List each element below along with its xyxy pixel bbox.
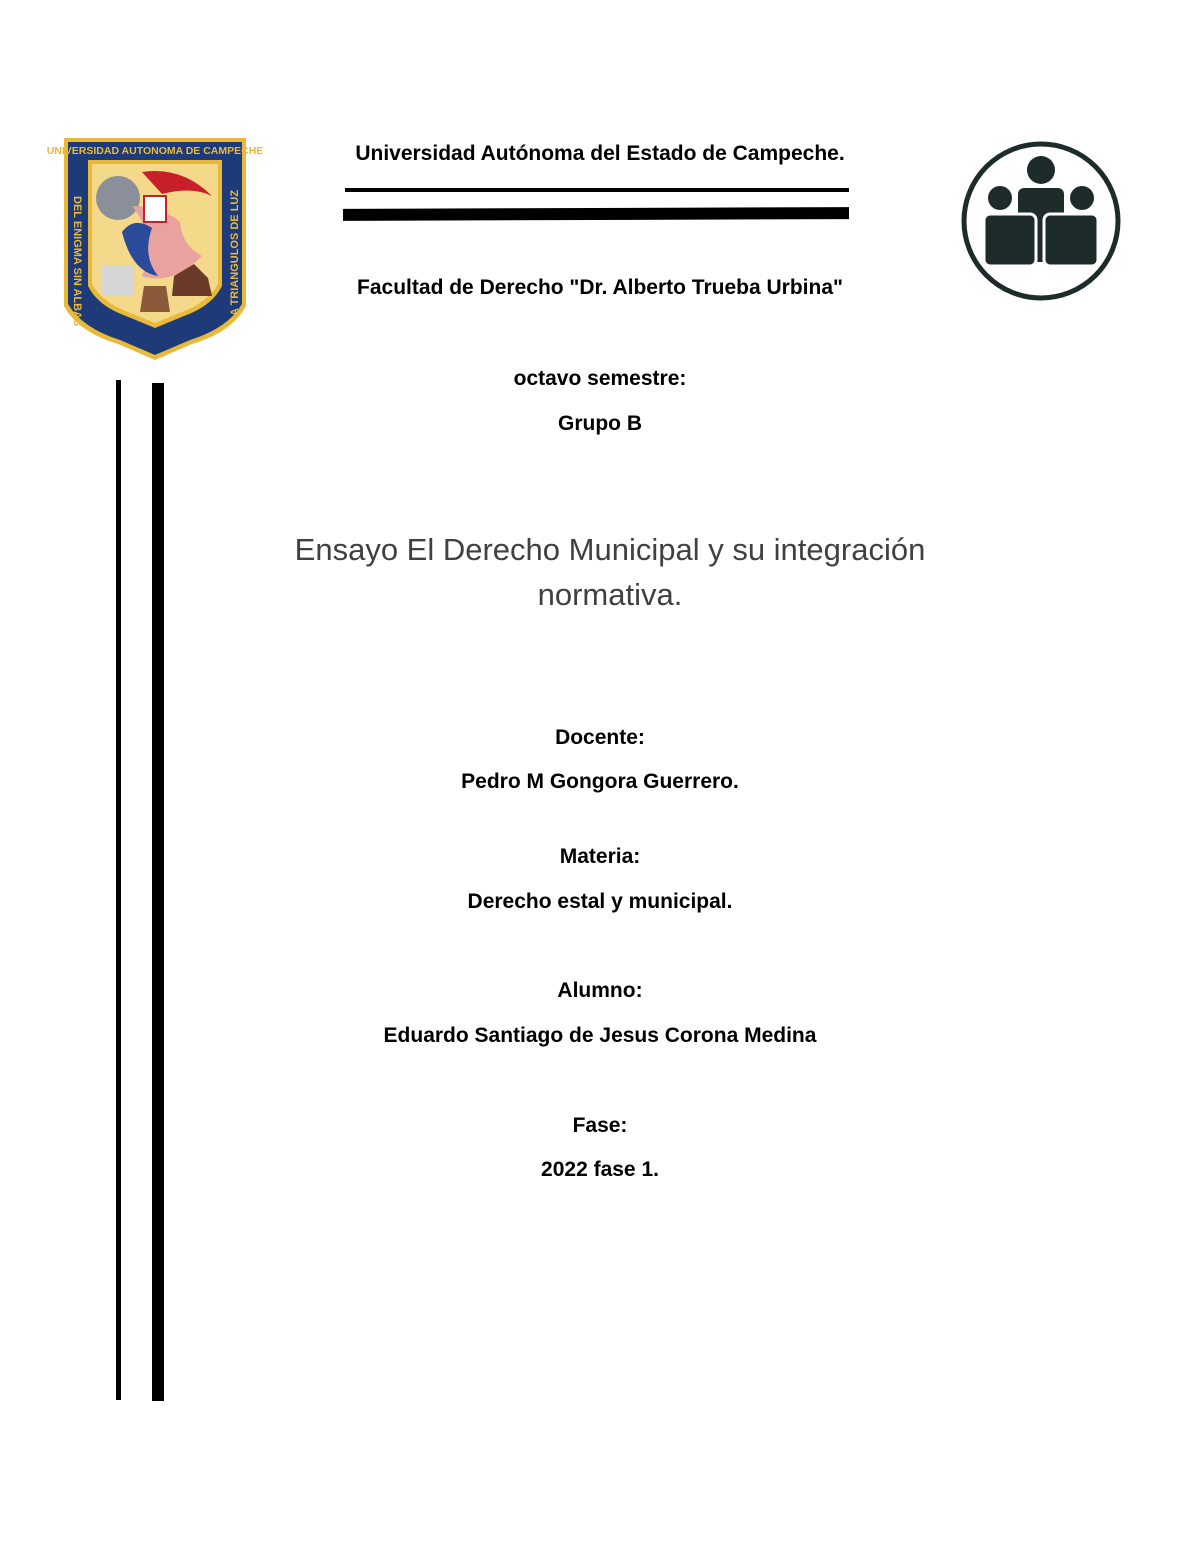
phase-value: 2022 fase 1. — [541, 1158, 659, 1181]
semester-label: octavo semestre: — [513, 367, 687, 390]
teacher-name: Pedro M Gongora Guerrero. — [461, 770, 739, 793]
team-people-icon — [958, 138, 1124, 304]
svg-text:UNIVERSIDAD AUTONOMA DE CAMPEC: UNIVERSIDAD AUTONOMA DE CAMPECHE — [46, 145, 264, 157]
university-seal-logo — [46, 136, 264, 362]
student-label: Alumno: — [557, 979, 643, 1002]
svg-text:A TRIANGULOS DE LUZ: A TRIANGULOS DE LUZ — [229, 189, 241, 316]
faculty-name: Facultad de Derecho "Dr. Alberto Trueba Urbina" — [357, 276, 843, 299]
teacher-label: Docente: — [555, 726, 645, 749]
phase-label: Fase: — [572, 1114, 628, 1137]
subject-name: Derecho estal y municipal. — [467, 890, 733, 913]
essay-title-line2: normativa. — [537, 577, 683, 612]
side-rule-thick — [152, 383, 164, 1401]
essay-title-line1: Ensayo El Derecho Municipal y su integración — [294, 532, 926, 567]
university-name: Universidad Autónoma del Estado de Campeche. — [355, 142, 845, 165]
side-rule-thin — [116, 380, 121, 1400]
group-label: Grupo B — [558, 412, 642, 435]
header-rule-thick — [343, 207, 849, 221]
subject-label: Materia: — [559, 845, 641, 868]
svg-text:DEL ENIGMA SIN ALBAS: DEL ENIGMA SIN ALBAS — [71, 196, 83, 327]
student-name: Eduardo Santiago de Jesus Corona Medina — [383, 1024, 817, 1047]
header-rule-thin — [345, 188, 849, 192]
